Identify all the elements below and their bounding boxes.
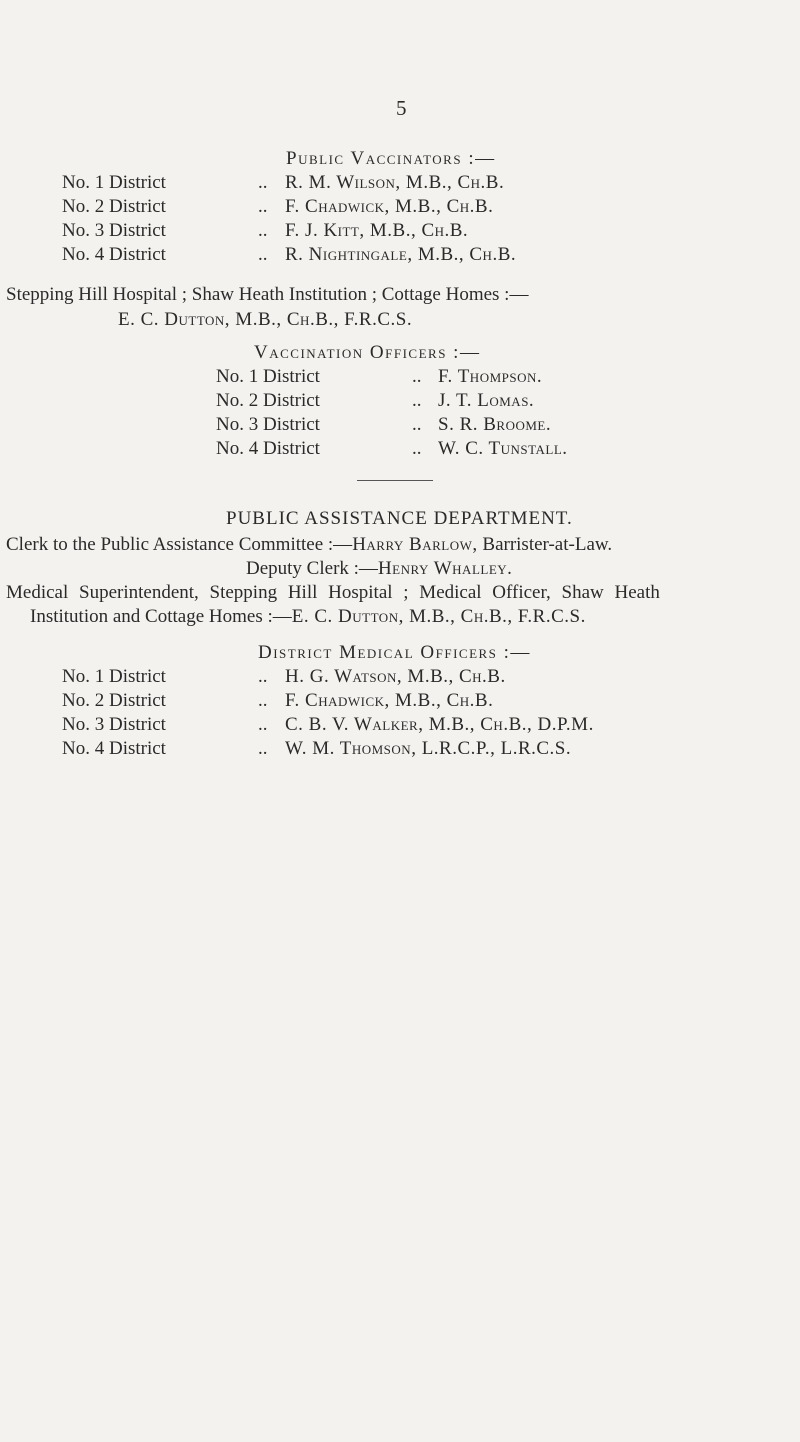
leader-dots: .. xyxy=(412,438,422,459)
institution-label: Institution and Cottage Homes :— xyxy=(30,606,292,627)
public-vaccinators-heading: Public Vaccinators :— xyxy=(286,148,496,169)
officer-name: F. J. Kitt, M.B., Ch.B. xyxy=(285,220,469,241)
leader-dots: .. xyxy=(258,738,268,759)
officer-name: W. C. Tunstall. xyxy=(438,438,568,459)
leader-dots: .. xyxy=(412,414,422,435)
deputy-clerk-line xyxy=(246,558,512,580)
officer-name: F. Thompson. xyxy=(438,366,543,387)
leader-dots: .. xyxy=(258,666,268,687)
medical-superintendent-line: Medical Superintendent, Stepping Hill Hospital ; Medical Officer, Shaw Heath xyxy=(6,582,660,603)
district-label: No. 3 District xyxy=(216,414,320,435)
district-label: No. 3 District xyxy=(62,220,166,241)
leader-dots: .. xyxy=(258,220,268,241)
officer-name: F. Chadwick, M.B., Ch.B. xyxy=(285,690,494,711)
stepping-hill-line: Stepping Hill Hospital ; Shaw Heath Institution ; Cottage Homes :— xyxy=(6,284,529,305)
medical-officer-name: E. C. Dutton, M.B., Ch.B., F.R.C.S. xyxy=(291,606,586,627)
district-label: No. 2 District xyxy=(62,196,166,217)
clerk-label: Clerk to the Public Assistance Committee :— xyxy=(6,534,353,555)
officer-name: S. R. Broome. xyxy=(438,414,552,435)
medical-superintendent-line-2 xyxy=(30,606,586,628)
leader-dots: .. xyxy=(258,196,268,217)
stepping-hill-officer: E. C. Dutton, M.B., Ch.B., F.R.C.S. xyxy=(118,309,413,330)
district-label: No. 1 District xyxy=(62,666,166,687)
clerk-line xyxy=(6,534,612,556)
clerk-name: Harry Barlow, xyxy=(352,534,478,555)
district-medical-officers-heading: District Medical Officers :— xyxy=(258,642,531,663)
district-label: No. 2 District xyxy=(216,390,320,411)
section-title: PUBLIC ASSISTANCE DEPARTMENT. xyxy=(226,508,573,529)
section-divider xyxy=(357,480,433,481)
vaccination-officers-heading: Vaccination Officers :— xyxy=(254,342,481,363)
deputy-clerk-name: Henry Whalley. xyxy=(377,558,513,579)
district-label: No. 1 District xyxy=(62,172,166,193)
officer-name: R. M. Wilson, M.B., Ch.B. xyxy=(285,172,505,193)
leader-dots: .. xyxy=(258,244,268,265)
leader-dots: .. xyxy=(412,390,422,411)
leader-dots: .. xyxy=(258,714,268,735)
page-number: 5 xyxy=(396,96,407,120)
officer-name: F. Chadwick, M.B., Ch.B. xyxy=(285,196,494,217)
district-label: No. 4 District xyxy=(216,438,320,459)
district-label: No. 3 District xyxy=(62,714,166,735)
officer-name: R. Nightingale, M.B., Ch.B. xyxy=(285,244,517,265)
district-label: No. 4 District xyxy=(62,244,166,265)
district-label: No. 2 District xyxy=(62,690,166,711)
district-label: No. 1 District xyxy=(216,366,320,387)
leader-dots: .. xyxy=(258,690,268,711)
officer-name: H. G. Watson, M.B., Ch.B. xyxy=(285,666,506,687)
officer-name: C. B. V. Walker, M.B., Ch.B., D.P.M. xyxy=(285,714,594,735)
district-label: No. 4 District xyxy=(62,738,166,759)
officer-name: W. M. Thomson, L.R.C.P., L.R.C.S. xyxy=(285,738,572,759)
leader-dots: .. xyxy=(258,172,268,193)
clerk-title: Barrister-at-Law. xyxy=(477,534,613,555)
deputy-clerk-label: Deputy Clerk :— xyxy=(246,558,378,579)
leader-dots: .. xyxy=(412,366,422,387)
officer-name: J. T. Lomas. xyxy=(438,390,535,411)
